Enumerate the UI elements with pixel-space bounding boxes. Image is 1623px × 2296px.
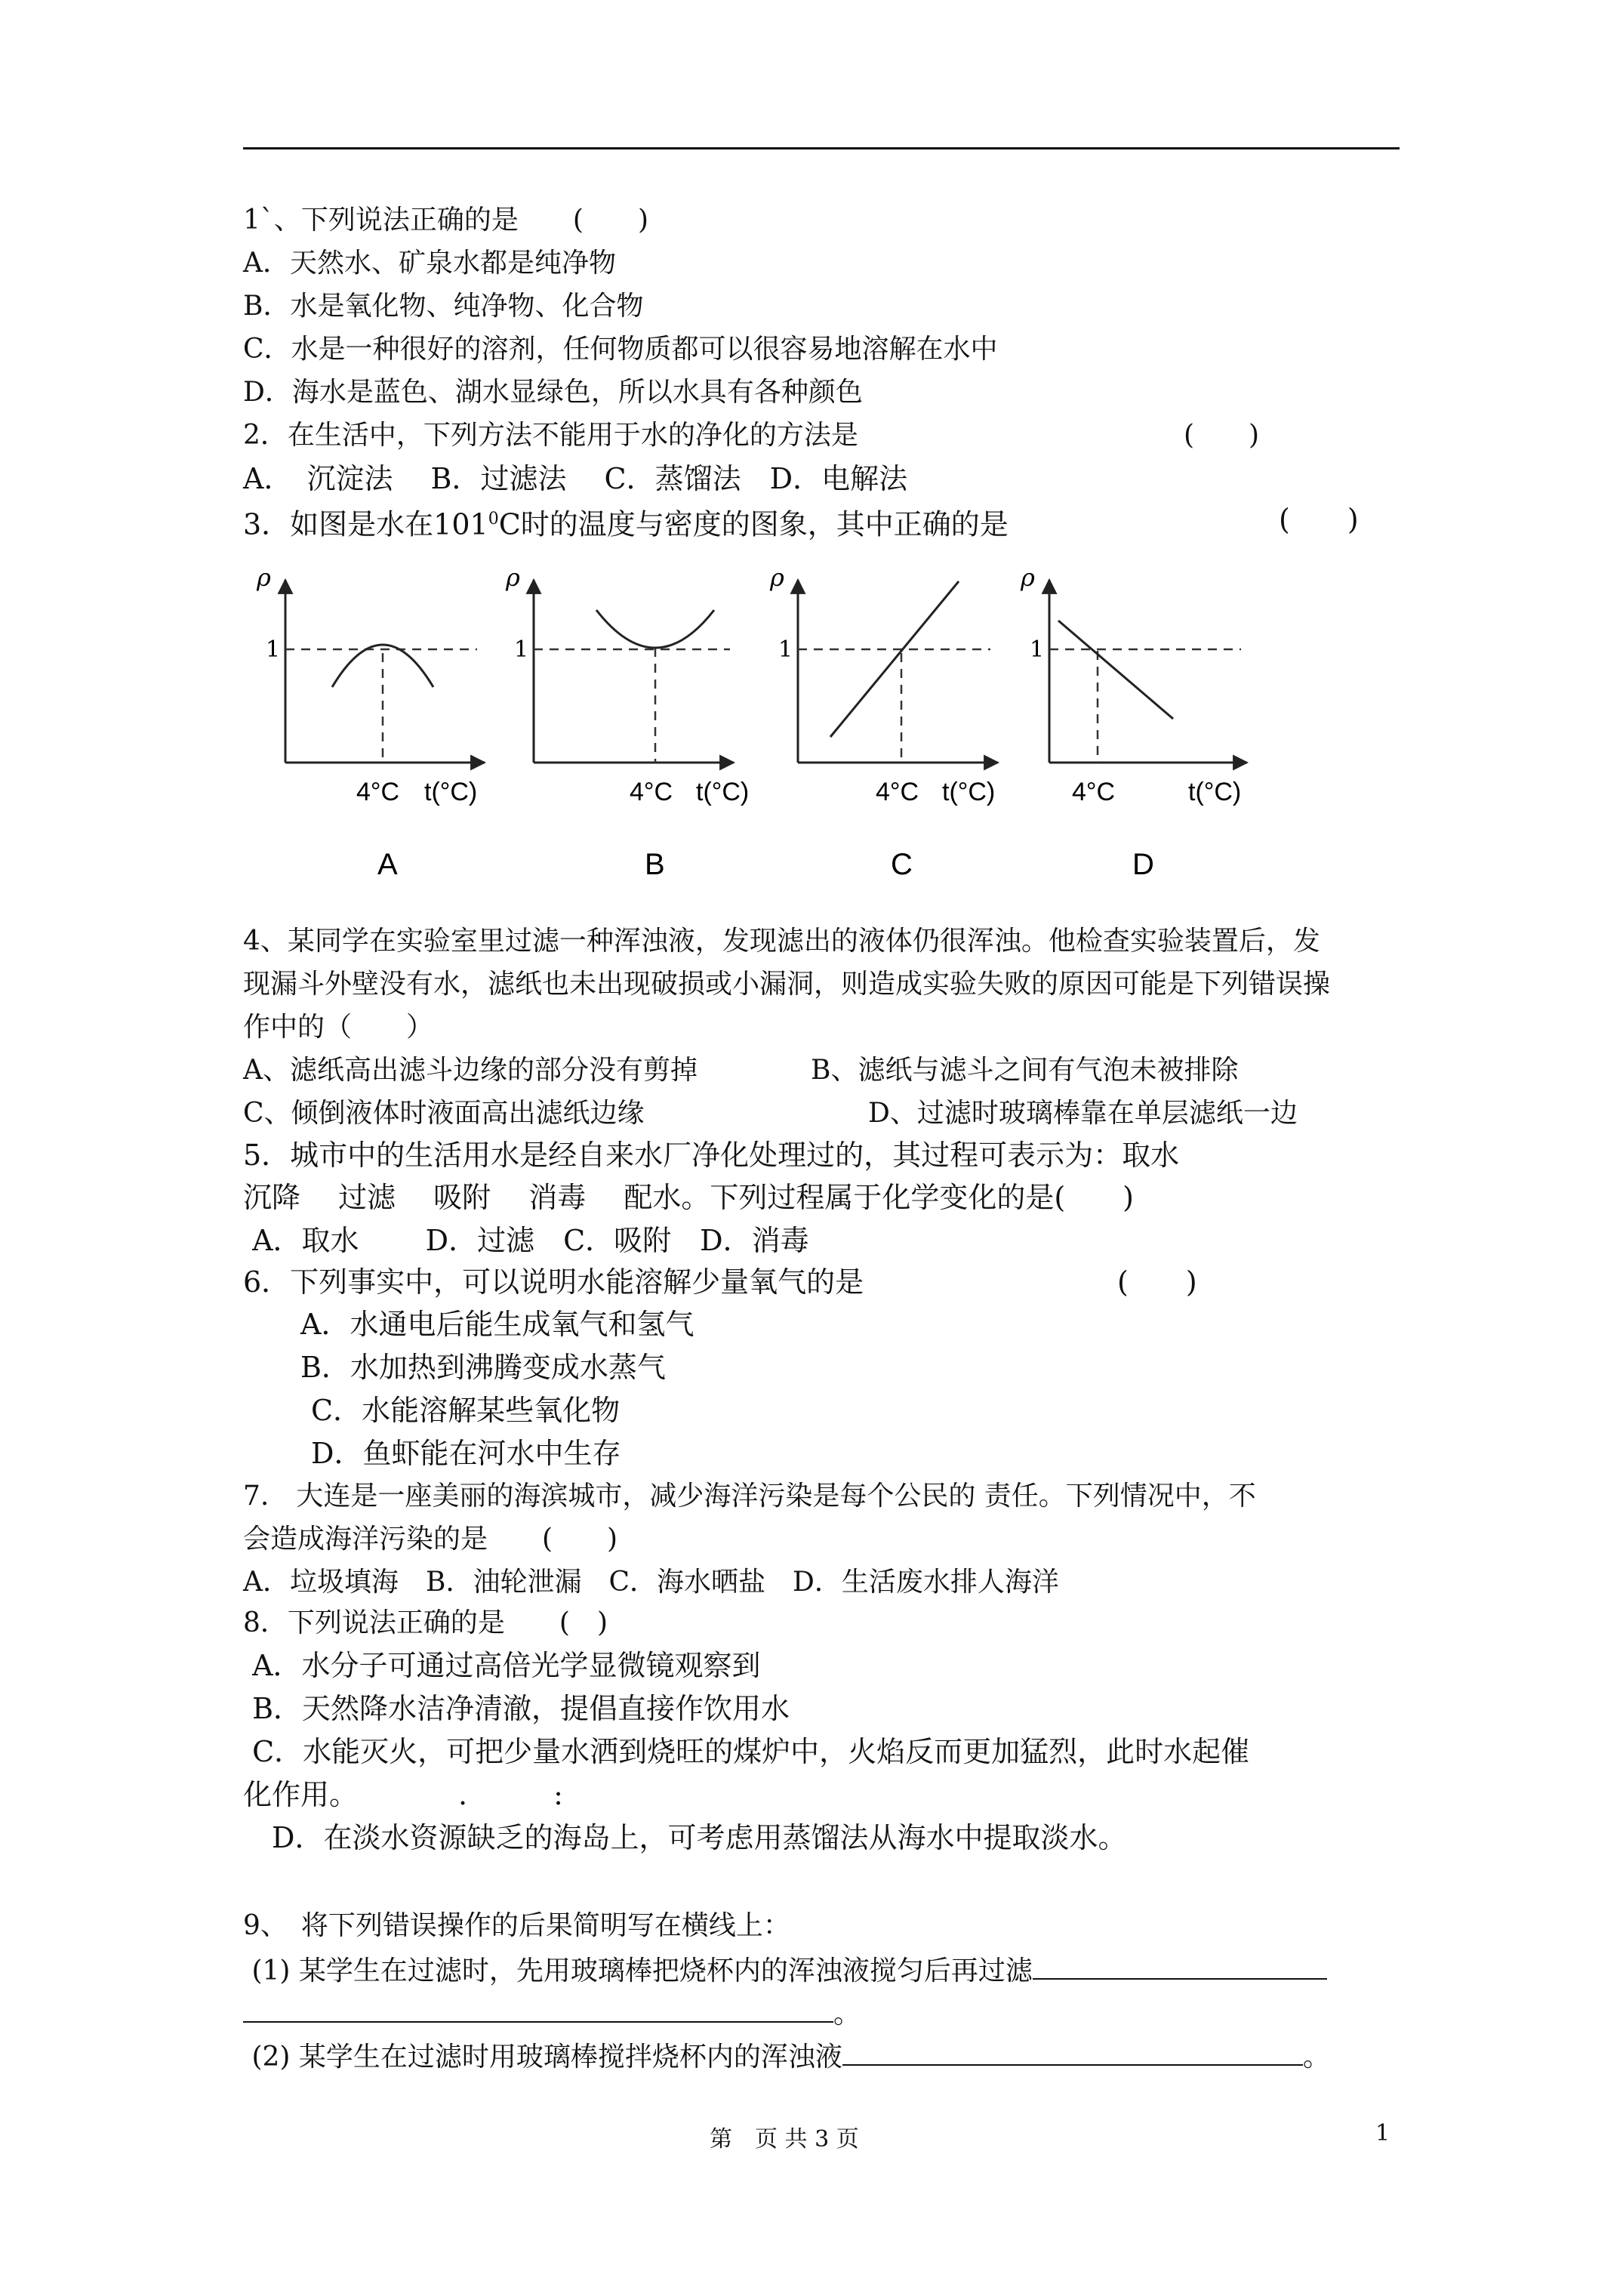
density-temperature-graphs: [243, 559, 1324, 898]
q9-stem: 9、 将下列错误操作的后果简明写在横线上：: [243, 1910, 790, 1941]
q6-stem: 6．下列事实中，可以说明水能溶解少量氧气的是: [243, 1265, 864, 1299]
page-number: 1: [1375, 2120, 1390, 2147]
q4-option-b: B、滤纸与滤斗之间有气泡未被排除: [811, 1055, 1239, 1086]
graph-a-y-tick: 1: [266, 636, 281, 663]
q2-answer-paren: ( ): [1184, 420, 1260, 451]
q9-part2: [243, 2039, 1330, 2074]
q6-option-b: B．水加热到沸腾变成水蒸气: [300, 1351, 666, 1384]
graph-a-y-symbol: ρ: [257, 563, 271, 592]
graph-d-y-tick: 1: [1030, 636, 1045, 663]
q5-options: A．取水 D．过滤 C．吸附 D．消毒: [243, 1224, 809, 1257]
q9-part1-text: (1) 某学生在过滤时，先用玻璃棒把烧杯内的浑浊液搅匀后再过滤: [243, 1955, 1033, 1986]
q9-part1-continued: [243, 1996, 861, 2031]
q4-option-d: D、过滤时玻璃棒靠在单层滤纸一边: [868, 1098, 1298, 1129]
graph-a-x-tick: 4°C: [356, 778, 400, 806]
graph-c-y-tick: 1: [778, 636, 793, 663]
graph-a: [256, 563, 485, 881]
graph-c-label: C: [891, 848, 913, 881]
q7-options: A．垃圾填海 B．油轮泄漏 C．海水晒盐 D．生活废水排人海洋: [243, 1567, 1059, 1598]
q8-stem: 8．下列说法正确的是 ( ): [243, 1607, 608, 1638]
q1-stem: 1`、下列说法正确的是 ( ): [243, 205, 648, 236]
graph-b-curve: [596, 610, 714, 648]
q9-part2-text: (2) 某学生在过滤时用玻璃棒搅拌烧杯内的浑浊液: [243, 2042, 842, 2073]
graph-b-y-symbol: ρ: [506, 563, 520, 592]
q6-option-a: A．水通电后能生成氧气和氢气: [300, 1308, 694, 1341]
q3-answer-paren: ( ): [1279, 503, 1359, 536]
q9-part1-blank-line1[interactable]: [1033, 1952, 1327, 1980]
q8-option-d: D．在淡水资源缺乏的海岛上，可考虑用蒸馏法从海水中提取淡水。: [243, 1821, 1127, 1854]
graph-d: [1020, 563, 1247, 881]
q3-stem-sup: 0: [488, 510, 499, 529]
q6-option-d: D．鱼虾能在河水中生存: [311, 1437, 621, 1470]
q8-option-b: B．天然降水洁净清澈，提倡直接作饮用水: [243, 1692, 790, 1725]
graph-b: [505, 563, 749, 881]
graph-d-x-axis-label: t(°C): [1188, 778, 1242, 806]
q6-option-c: C．水能溶解某些氧化物: [311, 1394, 621, 1427]
q1-option-b: B．水是氧化物、纯净物、化合物: [243, 291, 644, 322]
q3-stem-post: C时的温度与密度的图象，其中正确的是: [498, 507, 1009, 541]
q4-option-a: A、滤纸高出滤斗边缘的部分没有剪掉: [243, 1055, 698, 1086]
q5-stem-line1: 5．城市中的生活用水是经自来水厂净化处理过的，其过程可表示为：取水: [243, 1139, 1180, 1172]
q1-option-c: C．水是一种很好的溶剂，任何物质都可以很容易地溶解在水中: [243, 334, 998, 365]
graph-a-curve: [332, 645, 433, 687]
graph-d-line: [1058, 621, 1173, 719]
q4-stem-line2: 现漏斗外壁没有水，滤纸也未出现破损或小漏洞，则造成实验失败的原因可能是下列错误操: [243, 969, 1331, 1000]
q1-option-d: D．海水是蓝色、湖水显绿色，所以水具有各种颜色: [243, 377, 863, 408]
graph-c-y-symbol: ρ: [770, 563, 784, 592]
graph-d-label: D: [1132, 848, 1154, 881]
q3-stem: [243, 503, 1009, 541]
header-rule: [243, 147, 1400, 149]
graph-d-y-symbol: ρ: [1021, 563, 1035, 592]
graph-c-x-tick: 4°C: [876, 778, 919, 806]
graph-b-x-axis-label: t(°C): [696, 778, 750, 806]
q9-part2-end: 。: [1302, 2042, 1330, 2073]
q9-part2-blank[interactable]: [842, 2039, 1303, 2066]
q9-part1: [243, 1952, 1327, 1988]
graph-a-x-axis-label: t(°C): [424, 778, 478, 806]
q9-part1-end: 。: [833, 1999, 861, 2029]
q9-part1-blank-line2[interactable]: [243, 1996, 833, 2023]
graph-c-x-axis-label: t(°C): [942, 778, 996, 806]
graph-d-x-tick: 4°C: [1072, 778, 1116, 806]
q4-option-c: C、倾倒液体时液面高出滤纸边缘: [243, 1098, 645, 1129]
graph-b-x-tick: 4°C: [630, 778, 673, 806]
graph-c: [769, 563, 998, 881]
q2-options: A． 沉淀法 B．过滤法 C．蒸馏法 D．电解法: [243, 462, 908, 495]
graph-b-label: B: [645, 848, 665, 881]
q5-stem-line2: 沉降 过滤 吸附 消毒 配水。下列过程属于化学变化的是( ): [243, 1181, 1134, 1214]
q4-stem-line1: 4、某同学在实验室里过滤一种浑浊液，发现滤出的液体仍很浑浊。他检查实验装置后，发: [243, 926, 1320, 957]
q3-stem-pre: 3．如图是水在101: [243, 507, 488, 541]
graph-b-y-tick: 1: [514, 636, 529, 663]
graph-c-line: [830, 581, 959, 737]
q6-answer-paren: ( ): [1117, 1265, 1197, 1299]
q2-stem: 2．在生活中，下列方法不能用于水的净化的方法是: [243, 420, 858, 451]
q8-option-c-line1: C．水能灭火，可把少量水洒到烧旺的煤炉中，火焰反而更加猛烈，此时水起催: [243, 1735, 1250, 1768]
q8-option-a: A．水分子可通过高倍光学显微镜观察到: [243, 1649, 761, 1682]
q7-stem-line2: 会造成海洋污染的是 ( ): [243, 1524, 618, 1555]
q1-option-a: A．天然水、矿泉水都是纯净物: [243, 248, 616, 279]
q7-stem-line1: 7. 大连是一座美丽的海滨城市，减少海洋污染是每个公民的 责任。下列情况中，不: [243, 1481, 1256, 1512]
graph-a-label: A: [377, 848, 398, 881]
page-footer-center: 第 页 共 3 页: [710, 2126, 859, 2153]
q8-option-c-line2: 化作用。 . :: [243, 1778, 563, 1811]
q4-stem-line3: 作中的（ ）: [243, 1012, 434, 1043]
